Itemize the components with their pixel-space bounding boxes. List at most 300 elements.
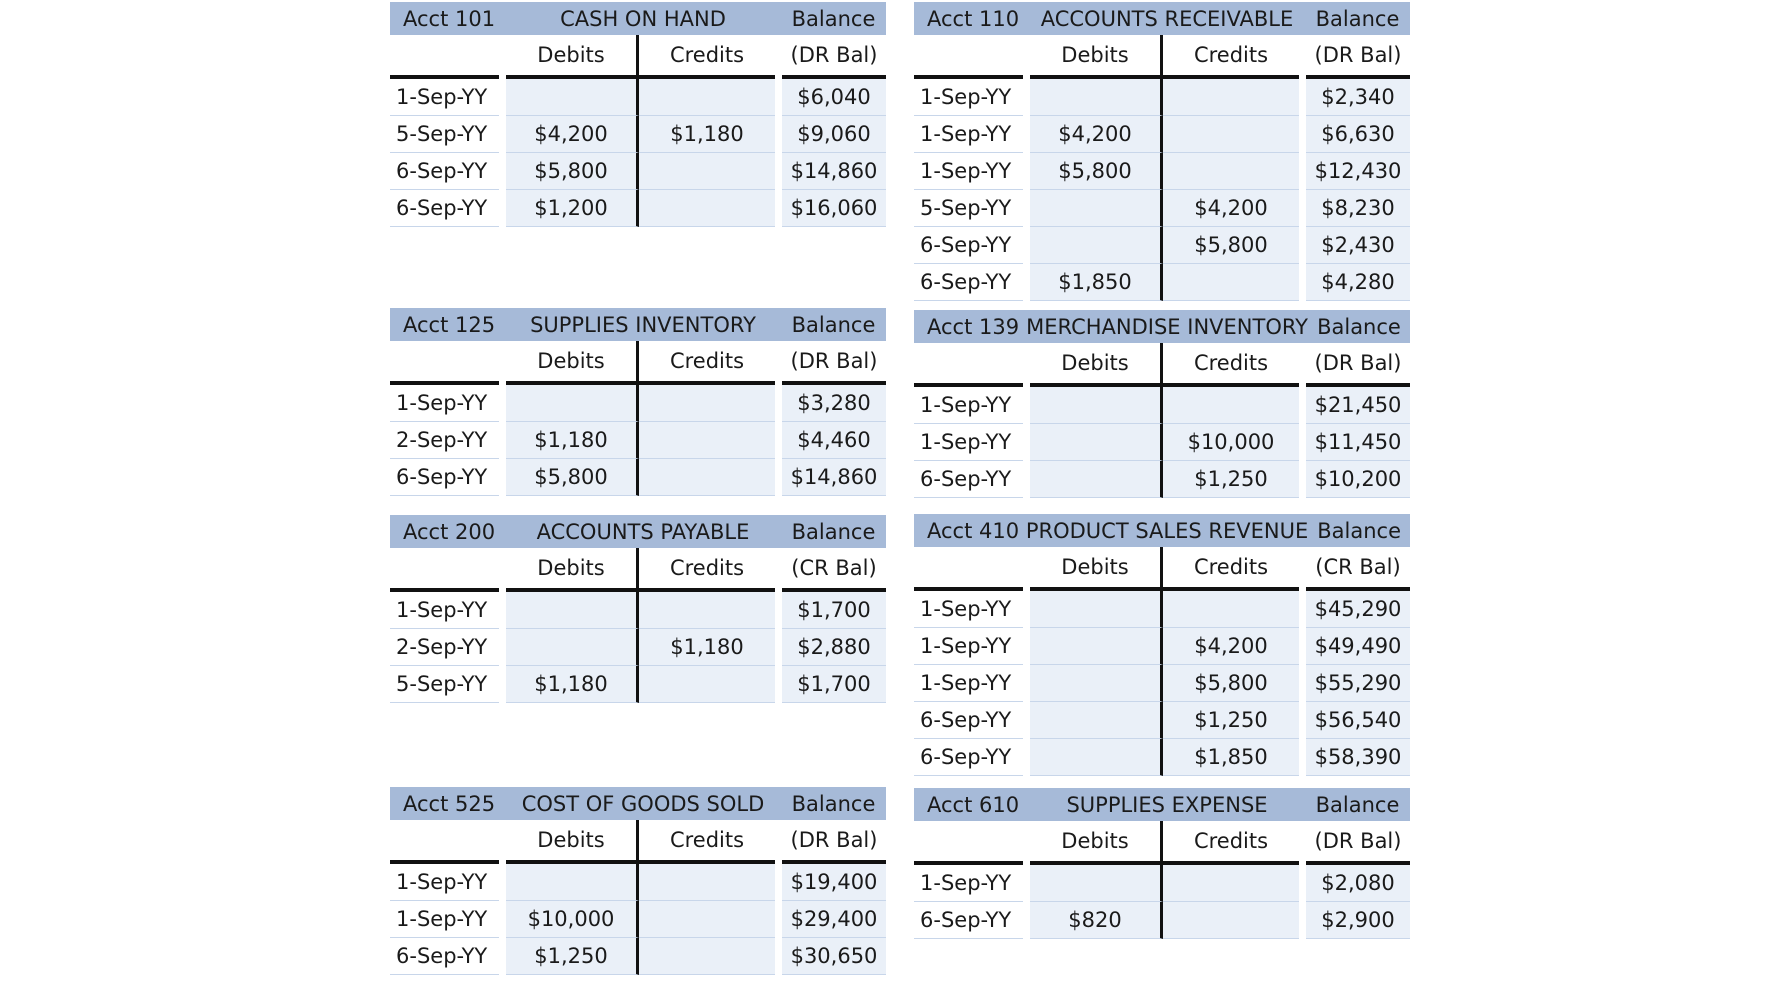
account-number: Acct 139 [927,314,1020,339]
column-gap [1299,821,1306,865]
column-header-row [390,820,886,864]
ledger-table [390,820,886,975]
column-header-row [914,343,1410,387]
debit-cell [506,385,639,422]
entry-date: 1-Sep-YY [914,591,1023,628]
balance-cell: $2,080 [1306,865,1410,902]
balance-cell: $2,880 [782,629,886,666]
credit-cell [639,666,775,703]
table-row [390,422,886,459]
ledger-acct-125 [390,308,886,496]
balance-label: Balance [791,6,876,31]
table-row [390,592,886,629]
column-header-row [390,341,886,385]
column-gap [499,629,506,666]
credit-cell: $1,250 [1163,702,1299,739]
balance-label: Balance [1317,314,1401,339]
credit-cell [639,153,775,190]
column-gap [1023,865,1030,902]
credit-cell [1163,387,1299,424]
entry-date: 1-Sep-YY [914,153,1023,190]
table-row [914,190,1410,227]
balance-cell: $45,290 [1306,591,1410,628]
entry-date: 6-Sep-YY [914,702,1023,739]
table-row [914,665,1410,702]
account-header [390,787,886,820]
ledger-table [390,341,886,496]
account-title: COST OF GOODS SOLD [521,791,765,816]
balance-cell: $8,230 [1306,190,1410,227]
column-gap [499,35,506,79]
table-row [390,79,886,116]
ledger-table [914,343,1410,498]
column-gap [1023,190,1030,227]
debit-cell [506,592,639,629]
column-gap [775,629,782,666]
credit-cell [1163,153,1299,190]
entry-date: 1-Sep-YY [390,901,499,938]
column-gap [1023,264,1030,301]
table-row [914,153,1410,190]
table-row [390,190,886,227]
column-gap [1299,424,1306,461]
debit-cell [1030,424,1163,461]
column-gap [775,190,782,227]
credit-cell [1163,264,1299,301]
column-gap [1299,665,1306,702]
credit-cell [1163,865,1299,902]
column-gap [499,592,506,629]
debit-cell: $1,850 [1030,264,1163,301]
table-row [914,424,1410,461]
entry-date: 2-Sep-YY [390,422,499,459]
column-gap [499,153,506,190]
entry-date: 1-Sep-YY [390,864,499,901]
account-title: PRODUCT SALES REVENUE [1025,518,1309,543]
entry-date: 6-Sep-YY [390,459,499,496]
column-gap [1299,591,1306,628]
balance-label: Balance [1315,6,1400,31]
column-gap [775,938,782,975]
entry-date: 1-Sep-YY [914,665,1023,702]
credit-cell [1163,591,1299,628]
debit-cell [1030,702,1163,739]
credit-cell [639,79,775,116]
table-row [390,459,886,496]
account-number: Acct 410 [927,518,1020,543]
column-gap [1023,739,1030,776]
balance-cell: $14,860 [782,153,886,190]
credit-cell: $1,850 [1163,739,1299,776]
account-header [914,2,1410,35]
column-gap [775,385,782,422]
debit-cell: $4,200 [506,116,639,153]
debit-cell: $5,800 [506,153,639,190]
debits-column-header: Debits [1030,547,1163,591]
credits-column-header: Credits [1163,343,1299,387]
credit-cell [1163,116,1299,153]
debit-cell: $4,200 [1030,116,1163,153]
ledger-table [390,35,886,227]
column-gap [1023,461,1030,498]
column-gap [775,820,782,864]
credits-column-header: Credits [1163,821,1299,865]
account-title: MERCHANDISE INVENTORY [1026,314,1308,339]
table-row [914,591,1410,628]
balance-label: Balance [791,519,876,544]
column-gap [1023,547,1030,591]
balance-cell: $16,060 [782,190,886,227]
balance-cell: $11,450 [1306,424,1410,461]
credits-column-header: Credits [639,548,775,592]
credit-cell: $1,180 [639,116,775,153]
account-title: ACCOUNTS PAYABLE [536,519,750,544]
column-gap [1299,264,1306,301]
column-gap [1299,628,1306,665]
debit-cell [506,79,639,116]
column-gap [1023,35,1030,79]
entry-date: 1-Sep-YY [914,387,1023,424]
balance-type-header: (DR Bal) [782,820,886,864]
balance-cell: $3,280 [782,385,886,422]
column-gap [775,153,782,190]
credit-cell: $4,200 [1163,190,1299,227]
ledger-acct-200 [390,515,886,703]
ledger-acct-525 [390,787,886,975]
balance-type-header: (CR Bal) [782,548,886,592]
entry-date: 5-Sep-YY [390,116,499,153]
ledger-acct-410 [914,514,1410,776]
entry-date: 1-Sep-YY [914,865,1023,902]
column-gap [775,79,782,116]
balance-cell: $10,200 [1306,461,1410,498]
table-row [914,739,1410,776]
credit-cell [639,592,775,629]
table-row [390,153,886,190]
balance-cell: $12,430 [1306,153,1410,190]
table-row [914,865,1410,902]
credit-cell: $1,180 [639,629,775,666]
balance-cell: $2,900 [1306,902,1410,939]
credit-cell: $4,200 [1163,628,1299,665]
balance-cell: $56,540 [1306,702,1410,739]
column-gap [499,79,506,116]
account-number: Acct 125 [403,312,496,337]
column-gap [775,116,782,153]
debit-cell: $5,800 [1030,153,1163,190]
column-gap [1299,902,1306,939]
date-column-header [914,343,1023,387]
account-header [914,788,1410,821]
ledger-table [914,821,1410,939]
column-gap [1023,424,1030,461]
credits-column-header: Credits [1163,547,1299,591]
table-row [390,938,886,975]
table-row [914,264,1410,301]
column-gap [1023,821,1030,865]
debit-cell: $820 [1030,902,1163,939]
entry-date: 6-Sep-YY [914,739,1023,776]
column-gap [1299,35,1306,79]
debits-column-header: Debits [506,548,639,592]
balance-label: Balance [1317,518,1401,543]
ledger-table [390,548,886,703]
entry-date: 1-Sep-YY [914,628,1023,665]
entry-date: 6-Sep-YY [390,153,499,190]
column-gap [1299,227,1306,264]
column-gap [775,592,782,629]
balance-cell: $9,060 [782,116,886,153]
credit-cell [1163,902,1299,939]
balance-type-header: (CR Bal) [1306,547,1410,591]
entry-date: 5-Sep-YY [390,666,499,703]
balance-cell: $6,040 [782,79,886,116]
debit-cell [1030,190,1163,227]
table-row [914,227,1410,264]
balance-type-header: (DR Bal) [1306,343,1410,387]
date-column-header [914,547,1023,591]
column-header-row [390,35,886,79]
column-header-row [914,547,1410,591]
table-row [390,666,886,703]
debit-cell [1030,739,1163,776]
column-gap [775,35,782,79]
balance-cell: $29,400 [782,901,886,938]
table-row [390,864,886,901]
debits-column-header: Debits [506,341,639,385]
account-header [914,514,1410,547]
column-gap [1023,227,1030,264]
table-row [914,628,1410,665]
balance-cell: $58,390 [1306,739,1410,776]
debit-cell [1030,628,1163,665]
balance-cell: $6,630 [1306,116,1410,153]
column-gap [1023,79,1030,116]
column-gap [1299,461,1306,498]
column-gap [499,459,506,496]
table-row [914,461,1410,498]
balance-cell: $2,430 [1306,227,1410,264]
account-number: Acct 101 [403,6,496,31]
account-title: SUPPLIES EXPENSE [1066,792,1268,817]
date-column-header [390,548,499,592]
table-row [390,116,886,153]
entry-date: 2-Sep-YY [390,629,499,666]
column-gap [1299,79,1306,116]
balance-type-header: (DR Bal) [782,341,886,385]
column-gap [499,116,506,153]
balance-label: Balance [791,791,876,816]
account-number: Acct 200 [403,519,496,544]
credits-column-header: Credits [1163,35,1299,79]
column-gap [1299,387,1306,424]
debits-column-header: Debits [506,35,639,79]
column-gap [499,820,506,864]
credit-cell: $5,800 [1163,227,1299,264]
credit-cell [639,385,775,422]
column-gap [1299,547,1306,591]
column-gap [499,666,506,703]
balance-cell: $19,400 [782,864,886,901]
account-header [390,515,886,548]
column-gap [1023,116,1030,153]
ledger-table [914,547,1410,776]
table-row [390,385,886,422]
ledger-acct-101 [390,2,886,227]
column-gap [499,548,506,592]
column-gap [1299,702,1306,739]
ledger-acct-610 [914,788,1410,939]
entry-date: 1-Sep-YY [390,385,499,422]
debits-column-header: Debits [1030,821,1163,865]
column-gap [775,459,782,496]
credit-cell: $10,000 [1163,424,1299,461]
balance-type-header: (DR Bal) [1306,821,1410,865]
account-number: Acct 610 [927,792,1020,817]
balance-label: Balance [1315,792,1400,817]
column-gap [775,341,782,385]
column-gap [1023,343,1030,387]
credit-cell [639,190,775,227]
credit-cell: $1,250 [1163,461,1299,498]
ledger-table [914,35,1410,301]
credit-cell [639,901,775,938]
column-gap [1299,865,1306,902]
account-header [390,308,886,341]
column-header-row [390,548,886,592]
column-header-row [914,821,1410,865]
entry-date: 1-Sep-YY [914,79,1023,116]
entry-date: 6-Sep-YY [390,190,499,227]
column-gap [1023,387,1030,424]
column-gap [499,190,506,227]
table-row [914,79,1410,116]
credit-cell [1163,79,1299,116]
entry-date: 5-Sep-YY [914,190,1023,227]
balance-cell: $1,700 [782,592,886,629]
debits-column-header: Debits [1030,35,1163,79]
debit-cell: $1,200 [506,190,639,227]
debit-cell [1030,665,1163,702]
table-row [390,629,886,666]
entry-date: 1-Sep-YY [390,79,499,116]
column-gap [1299,343,1306,387]
column-gap [1299,190,1306,227]
account-header [914,310,1410,343]
table-row [914,387,1410,424]
debit-cell [1030,79,1163,116]
column-gap [1023,702,1030,739]
ledger-acct-110 [914,2,1410,301]
debit-cell: $1,250 [506,938,639,975]
column-gap [499,341,506,385]
column-gap [499,385,506,422]
account-title: CASH ON HAND [560,6,726,31]
ledger-acct-139 [914,310,1410,498]
table-row [914,116,1410,153]
column-gap [775,901,782,938]
debit-cell [1030,461,1163,498]
table-row [914,702,1410,739]
balance-cell: $14,860 [782,459,886,496]
entry-date: 6-Sep-YY [390,938,499,975]
entry-date: 1-Sep-YY [390,592,499,629]
balance-cell: $1,700 [782,666,886,703]
column-gap [1299,116,1306,153]
credits-column-header: Credits [639,341,775,385]
balance-type-header: (DR Bal) [782,35,886,79]
debit-cell [506,629,639,666]
column-gap [499,938,506,975]
debit-cell [506,864,639,901]
table-row [390,901,886,938]
column-gap [499,422,506,459]
balance-label: Balance [791,312,876,337]
credit-cell [639,422,775,459]
entry-date: 6-Sep-YY [914,902,1023,939]
debit-cell: $10,000 [506,901,639,938]
debit-cell: $1,180 [506,666,639,703]
debit-cell: $5,800 [506,459,639,496]
debit-cell: $1,180 [506,422,639,459]
column-gap [775,422,782,459]
balance-type-header: (DR Bal) [1306,35,1410,79]
column-gap [499,901,506,938]
debits-column-header: Debits [506,820,639,864]
balance-cell: $2,340 [1306,79,1410,116]
debits-column-header: Debits [1030,343,1163,387]
debit-cell [1030,387,1163,424]
column-gap [775,864,782,901]
column-gap [1023,665,1030,702]
column-gap [1023,153,1030,190]
credit-cell: $5,800 [1163,665,1299,702]
credit-cell [639,459,775,496]
balance-cell: $30,650 [782,938,886,975]
debit-cell [1030,865,1163,902]
column-gap [1023,628,1030,665]
column-gap [1299,739,1306,776]
credits-column-header: Credits [639,35,775,79]
date-column-header [390,341,499,385]
date-column-header [390,35,499,79]
balance-cell: $4,280 [1306,264,1410,301]
column-gap [1023,902,1030,939]
account-title: SUPPLIES INVENTORY [530,312,756,337]
debit-cell [1030,227,1163,264]
balance-cell: $21,450 [1306,387,1410,424]
column-gap [1023,591,1030,628]
entry-date: 1-Sep-YY [914,424,1023,461]
balance-cell: $4,460 [782,422,886,459]
column-gap [1299,153,1306,190]
column-gap [499,864,506,901]
column-gap [775,666,782,703]
entry-date: 1-Sep-YY [914,116,1023,153]
credits-column-header: Credits [639,820,775,864]
entry-date: 6-Sep-YY [914,227,1023,264]
account-number: Acct 525 [403,791,496,816]
account-header [390,2,886,35]
credit-cell [639,938,775,975]
account-number: Acct 110 [927,6,1020,31]
balance-cell: $55,290 [1306,665,1410,702]
entry-date: 6-Sep-YY [914,461,1023,498]
table-row [914,902,1410,939]
debit-cell [1030,591,1163,628]
date-column-header [390,820,499,864]
balance-cell: $49,490 [1306,628,1410,665]
